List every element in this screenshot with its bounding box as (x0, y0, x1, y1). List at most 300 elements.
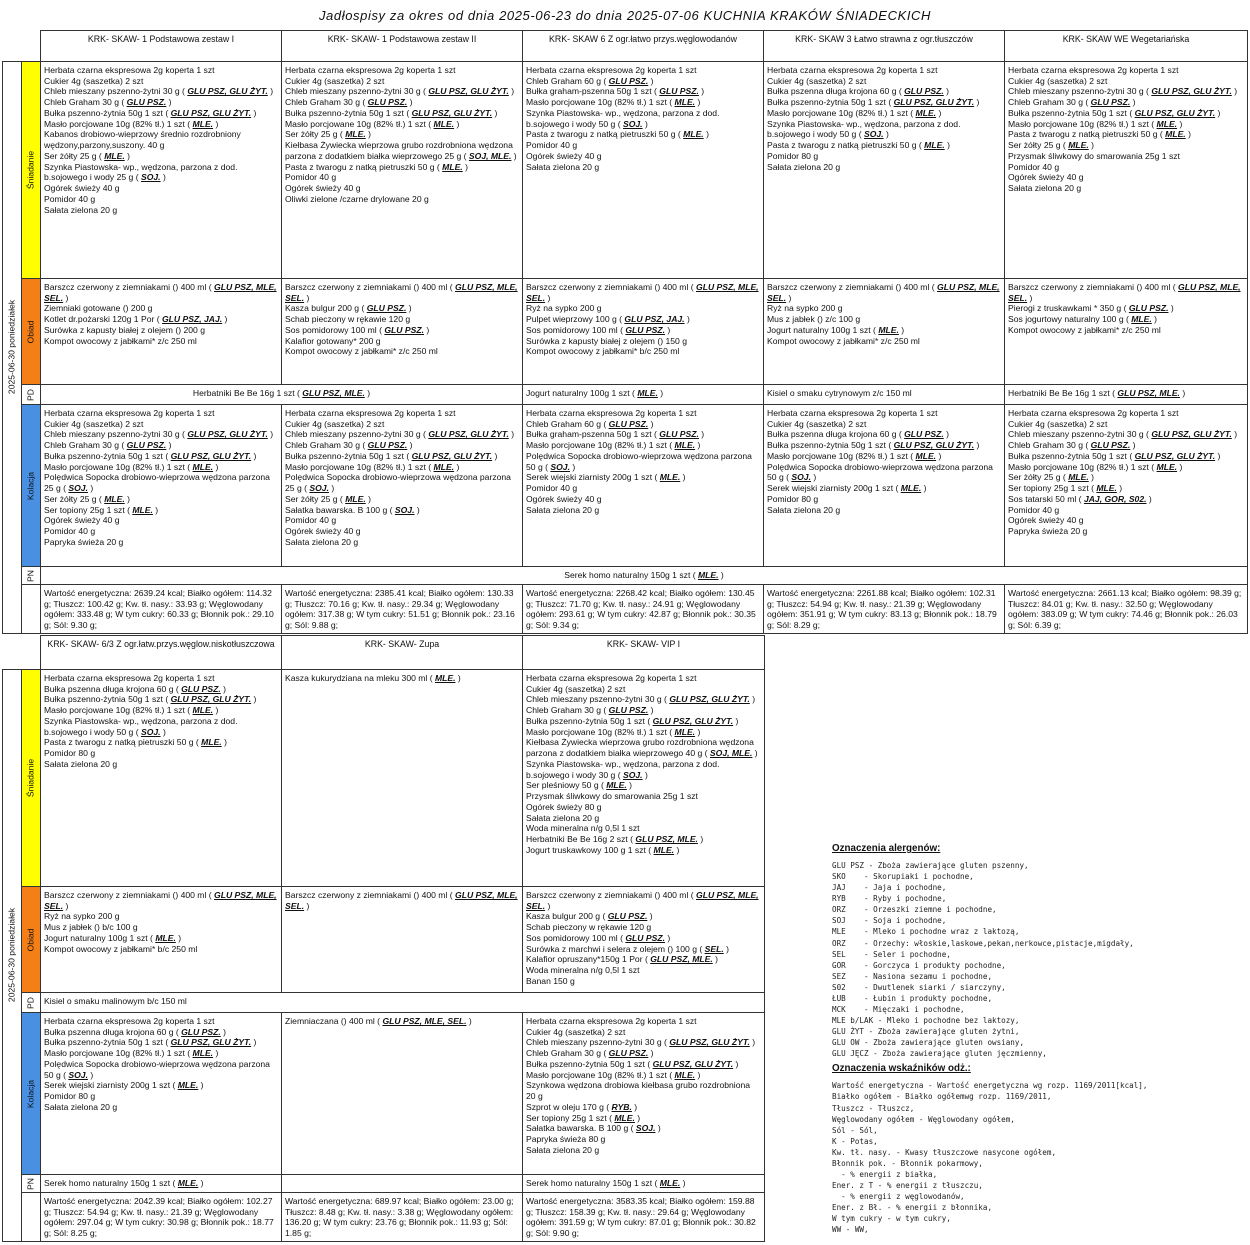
menu-item: Ser żółty 25 g ( MLE. ) (1008, 140, 1094, 151)
allergen-tag: GLU PSZ, GLU ŻYT. (893, 97, 975, 108)
allergen-tag: MLE. (433, 461, 455, 472)
menu-item: Bułka pszenno-żytnia 50g 1 szt ( GLU PSZ, GLU ŻYT. ) (44, 1037, 257, 1048)
allergen-tag: GLU PSZ. (625, 324, 665, 335)
allergen-tag: GLU PSZ, GLU ŻYT. (669, 694, 750, 705)
sniadanie-cell (523, 670, 765, 887)
legend-entry: MLE b/LAK - Mleko i pochodne bez laktozy, (832, 1016, 1020, 1026)
legend-entry: MCK - Mięczaki i pochodne, (832, 1005, 965, 1015)
allergen-tag: GLU PSZ, MLE, SEL. (382, 1016, 467, 1026)
allergen-tag: MLE. (1156, 461, 1178, 472)
menu-item: Masło porcjowane 10g (82% tł.) 1 szt ( MLE. ) (44, 1048, 219, 1059)
allergen-tag: SOJ. (140, 172, 161, 183)
menu-item: Masło porcjowane 10g (82% tł.) 1 szt ( MLE. ) (526, 440, 701, 451)
menu-item: Chleb mieszany pszenno-żytni 30 g ( GLU PSZ, GLU ŻYT. ) (526, 1037, 756, 1048)
diet-header: KRK- SKAW 3 Łatwo strawna z ogr.tłuszczów (764, 31, 1005, 62)
allergen-tag: MLE. (192, 118, 214, 129)
menu-item: Masło porcjowane 10g (82% tł.) 1 szt ( MLE. ) (526, 726, 701, 737)
legend-entry: SEL - Seler i pochodne, (832, 949, 951, 959)
allergen-tag: MLE. (697, 570, 719, 580)
allergen-tag: MLE. (653, 844, 675, 855)
menu-item: Mus z jabłek () b/c 100 g (44, 922, 138, 933)
row2-pd (3, 993, 765, 1013)
menu-item: Sałata zielona 20 g (44, 204, 118, 215)
allergen-tag: MLE. (674, 1069, 696, 1080)
menu-item: Mus z jabłek () z/c 100 g (767, 314, 861, 325)
menu-item: Chleb Graham 60 g ( GLU PSZ. ) (526, 418, 654, 429)
menu-table-1 (2, 30, 1248, 634)
allergens-title: Oznaczenia alergenów: (832, 843, 941, 854)
menu-item: Pomidor 80 g (44, 748, 96, 759)
menu-item: Kiełbasa Żywiecka wieprzowa grubo rozdrobniona wędzona parzona z dodatkiem białka wieprzowego 25 g ( SOJ, MLE. ) (285, 140, 517, 161)
meal-label-obiad: Obiad (22, 279, 41, 385)
allergen-tag: JAJ, GOR, S02. (1083, 493, 1147, 504)
menu-item: Herbata czarna ekspresowa 2g koperta 1 szt (526, 408, 697, 418)
menu-item: Chleb mieszany pszenno-żytni 30 g ( GLU PSZ, GLU ŻYT. ) (44, 86, 274, 97)
menu-item: Bułka graham-pszenna 50g 1 szt ( GLU PSZ. ) (526, 429, 705, 440)
menu-item: Pomidor 80 g (767, 150, 819, 161)
legend-entry: Ener. z Bł. - % energii z błonnika, (832, 1203, 993, 1213)
meal-label-empty (22, 585, 41, 634)
menu-item: Cukier 4g (saszetka) 2 szt (44, 418, 144, 429)
allergen-tag: GLU PSZ, MLE, SEL. (44, 282, 277, 303)
allergen-tag: GLU PSZ, GLU ŻYT. (1134, 450, 1216, 461)
menu-item: Ogórek świeży 40 g (1008, 172, 1084, 183)
menu-item: Barszcz czerwony z ziemniakami () 400 ml ( GLU PSZ, MLE, SEL. ) (285, 890, 518, 911)
menu-item: Sos pomidorowy 100 ml ( GLU PSZ. ) (285, 324, 430, 335)
menu-item: Masło porcjowane 10g (82% tł.) 1 szt ( MLE. ) (1008, 118, 1183, 129)
allergen-tag: GLU PSZ, MLE, SEL. (767, 282, 1000, 303)
allergen-tag: GLU PSZ, MLE. (635, 834, 698, 845)
menu-item: Cukier 4g (saszetka) 2 szt (44, 75, 144, 86)
menu-item: Ryż na sypko 200 g (526, 303, 602, 314)
allergen-tag: SOJ. (68, 1069, 88, 1080)
menu-item: Cukier 4g (saszetka) 2 szt (285, 75, 385, 86)
sniadanie-cell (282, 670, 523, 887)
allergen-tag: GLU PSZ, GLU ŻYT. (187, 86, 268, 97)
menu-item: Herbata czarna ekspresowa 2g koperta 1 szt (44, 673, 215, 683)
meal-label-sniadanie: Śniadanie (22, 62, 41, 279)
menu-item: Bułka pszenna długa krojona 60 g ( GLU PSZ. ) (767, 429, 950, 440)
allergen-tag: GLU PSZ. (659, 86, 699, 97)
menu-item: Ser żółty 25 g ( MLE. ) (44, 150, 130, 161)
menu-item: Pomidor 40 g (526, 140, 578, 151)
legend (832, 843, 1244, 1236)
menu-item: Ser żółty 25 g ( MLE. ) (285, 493, 371, 504)
menu-item: Bułka pszenno-żytnia 50g 1 szt ( GLU PSZ, GLU ŻYT. ) (767, 440, 980, 451)
menu-item: Cukier 4g (saszetka) 2 szt (767, 418, 867, 429)
pn-cell (523, 1175, 765, 1193)
allergen-tag: GLU PSZ. (1128, 303, 1169, 314)
nutrition-summary: Wartość energetyczna: 2268.42 kcal; Białko ogółem: 130.45 g; Tłuszcz: 71.70 g; Kw. tł. nasy.: 24.91 g; Węglowodany ogółem: 293.61 g; W tym cukry: 42.87 g; Błonnik pok.: 30.35 g; Sól: 9.34 g; (523, 585, 764, 634)
menu-item: Sałata zielona 20 g (526, 161, 600, 172)
allergen-tag: SOJ, MLE. (709, 748, 753, 759)
allergen-tag: GLU PSZ, JAJ. (162, 314, 223, 325)
allergen-tag: MLE. (442, 161, 463, 172)
menu-item: Chleb mieszany pszenno-żytni 30 g ( GLU PSZ, GLU ŻYT. ) (44, 429, 274, 440)
menu-item: Przysmak śliwkowy do smarowania 25g 1 szt (1008, 150, 1180, 161)
menu-item: Schab pieczony w rękawie 120 g (285, 314, 411, 325)
allergen-tag: SEL. (704, 943, 724, 954)
header-row (3, 31, 1248, 62)
menu-item: Pomidor 80 g (44, 1091, 96, 1102)
menu-item: Pasta z twarogu z natką pietruszki 50 g ( MLE. ) (526, 129, 709, 140)
menu-item: Polędwica Sopocka drobiowo-wieprzowa wędzona parzona 50 g ( SOJ. ) (767, 461, 993, 483)
allergen-tag: GLU PSZ, GLU ŻYT. (1134, 107, 1216, 118)
allergen-tag: GLU PSZ. (904, 429, 944, 440)
pd-cell (1005, 385, 1248, 405)
pn-cell (41, 567, 1248, 585)
allergen-tag: GLU PSZ, GLU ŻYT. (652, 715, 734, 726)
diet-header: KRK- SKAW 6 Z ogr.łatwo przys.węglowodanów (523, 31, 764, 62)
diet-header: KRK- SKAW- 1 Podstawowa zestaw I (41, 31, 282, 62)
nutrition-summary: Wartość energetyczna: 2639.24 kcal; Białko ogółem: 114.32 g; Tłuszcz: 100.42 g; Kw. tł. nasy.: 33.93 g; Węglowodany ogółem: 333.48 g; W tym cukry: 60.33 g; Błonnik pok.: 29.10 g; Sól: 9.30 g; (41, 585, 282, 634)
allergen-tag: GLU PSZ, GLU ŻYT. (170, 450, 252, 461)
sniadanie-cell (41, 62, 282, 279)
legend-entry: - % energii z węglowodanów, (832, 1192, 965, 1202)
menu-item: Chleb Graham 30 g ( GLU PSZ. ) (44, 97, 172, 108)
row-kolacja (3, 405, 1248, 567)
legend-entry: ŁUB - Łubin i produkty pochodne, (832, 993, 993, 1003)
menu-item: Jogurt naturalny 100g 1 szt ( MLE. ) (526, 388, 664, 398)
legend-entry: Węglowodany ogółem - Węglowodany ogółem, (832, 1114, 1015, 1124)
menu-item: Pasta z twarogu z natką pietruszki 50 g ( MLE. ) (767, 140, 950, 151)
menu-item: Pomidor 40 g (1008, 161, 1060, 172)
allergen-tag: MLE. (683, 129, 704, 140)
allergen-tag: MLE. (637, 388, 658, 398)
menu-item: Sałata zielona 20 g (526, 812, 600, 823)
menu-item: Masło porcjowane 10g (82% tł.) 1 szt ( MLE. ) (767, 450, 942, 461)
sniadanie-cell (523, 62, 764, 279)
row-obiad (3, 279, 1248, 385)
allergen-tag: SOJ, MLE. (468, 150, 512, 161)
menu-item: Kasza bulgur 200 g ( GLU PSZ. ) (285, 303, 412, 314)
menu-item: Sałata zielona 20 g (285, 536, 359, 547)
menu-item: Sałatka bawarska. B 100 g ( SOJ. ) (526, 1123, 661, 1134)
legend-entry: - % energii z białka, (832, 1170, 938, 1180)
menu-item: Jogurt naturalny 100g 1 szt ( MLE. ) (767, 324, 905, 335)
menu-item: Ser żółty 25 g ( MLE. ) (44, 493, 130, 504)
legend-entry: Kw. tł. nasy. - Kwasy tłuszczowe nasycone ogółem, (832, 1147, 1057, 1157)
obiad-cell (1005, 279, 1248, 385)
legend-entry: Wartość energetyczna - Wartość energetyczna wg rozp. 1169/2011[kcal], (832, 1081, 1148, 1091)
allergen-tag: GLU PSZ, MLE. (650, 954, 713, 965)
menu-item: Cukier 4g (saszetka) 2 szt (285, 418, 385, 429)
menu-item: Kiełbasa Żywiecka wieprzowa grubo rozdrobniona wędzona parzona z dodatkiem białka wieprzowego 40 g ( SOJ, MLE. ) (526, 737, 758, 759)
allergen-tag: MLE. (104, 150, 125, 161)
kolacja-cell (41, 1013, 282, 1175)
allergen-tag: SOJ. (140, 726, 161, 737)
menu-item: Ogórek świeży 40 g (44, 183, 120, 194)
page-title: Jadłospisy za okres od dnia 2025-06-23 do dnia 2025-07-06 KUCHNIA KRAKÓW ŚNIADECKICH (318, 8, 932, 23)
menu-item: Chleb mieszany pszenno-żytni 30 g ( GLU PSZ, GLU ŻYT. ) (526, 694, 756, 705)
allergen-tag: GLU PSZ. (366, 303, 407, 314)
allergen-tag: MLE. (614, 1112, 635, 1123)
meal-label-pn: PN (22, 1175, 41, 1193)
menu-item: Ogórek świeży 40 g (526, 150, 602, 161)
allergen-tag: MLE. (155, 932, 176, 943)
day-cell (3, 62, 22, 634)
allergen-tag: MLE. (924, 140, 945, 151)
menu-item: Pomidor 40 g (285, 515, 337, 526)
indicator-list (832, 1080, 1244, 1235)
menu-item: Herbata czarna ekspresowa 2g koperta 1 szt (767, 408, 938, 418)
menu-item: Kasza kukurydziana na mleku 300 ml ( MLE. ) (285, 673, 461, 683)
menu-item: Sos pomidorowy 100 ml ( GLU PSZ. ) (526, 324, 671, 335)
menu-item: Woda mineralna n/g 0,5l 1 szt (526, 823, 640, 834)
menu-item: Surówka z kapusty białej z olejem () 200 g (44, 324, 205, 335)
allergen-tag: GLU PSZ, GLU ŻYT. (187, 429, 268, 440)
allergen-tag: MLE. (433, 118, 455, 129)
pd-cell (41, 993, 765, 1013)
legend-entry: GLU PSZ - Zboża zawierające gluten pszenny, (832, 861, 1029, 870)
allergen-tag: MLE. (192, 461, 214, 472)
allergen-tag: SOJ. (791, 472, 811, 483)
menu-item: Pasta z twarogu z natką pietruszki 50 g ( MLE. ) (1008, 129, 1191, 140)
menu-item: Ziemniaki gotowane () 200 g (44, 303, 153, 314)
allergen-tag: RYB. (611, 1101, 632, 1112)
allergen-tag: MLE. (659, 1178, 681, 1188)
row2-kolacja (3, 1013, 765, 1175)
sniadanie-cell (41, 670, 282, 887)
menu-item: Herbata czarna ekspresowa 2g koperta 1 szt (285, 65, 456, 75)
menu-item: Bułka pszenno-żytnia 50g 1 szt ( GLU PSZ, GLU ŻYT. ) (526, 1058, 739, 1069)
allergen-tag: MLE. (177, 1178, 199, 1188)
meal-label-pd: PD (22, 385, 41, 405)
allergen-tag: GLU PSZ, GLU ŻYT. (1151, 429, 1232, 440)
menu-item: Pomidor 40 g (285, 172, 337, 183)
allergen-tag: GLU PSZ. (367, 440, 408, 451)
menu-item: Bułka pszenno-żytnia 50g 1 szt ( GLU PSZ, GLU ŻYT. ) (526, 715, 739, 726)
obiad-cell (41, 279, 282, 385)
allergen-tag: SOJ. (622, 769, 643, 780)
menu-item: Bułka graham-pszenna 50g 1 szt ( GLU PSZ. ) (526, 86, 705, 97)
menu-item: Cukier 4g (saszetka) 2 szt (526, 683, 626, 694)
menu-item: Ogórek świeży 80 g (526, 801, 602, 812)
kolacja-cell (282, 1013, 523, 1175)
menu-item: Sałata zielona 20 g (1008, 183, 1082, 194)
kolacja-cell (1005, 405, 1248, 567)
allergen-tag: GLU PSZ. (608, 75, 649, 86)
menu-item: Barszcz czerwony z ziemniakami () 400 ml ( GLU PSZ, MLE, SEL. ) (767, 282, 1000, 303)
menu-item: Masło porcjowane 10g (82% tł.) 1 szt ( MLE. ) (1008, 461, 1183, 472)
obiad-cell (523, 279, 764, 385)
menu-item: Bułka pszenno-żytnia 50g 1 szt ( GLU PSZ, GLU ŻYT. ) (44, 107, 257, 118)
allergen-tag: GLU PSZ, GLU ŻYT. (411, 107, 493, 118)
allergen-tag: GLU PSZ. (181, 683, 221, 694)
meal-label-pd: PD (22, 993, 41, 1013)
menu-item: Chleb Graham 30 g ( GLU PSZ. ) (526, 705, 654, 716)
menu-item: Bułka pszenna długa krojona 60 g ( GLU PSZ. ) (44, 683, 227, 694)
menu-item: Chleb Graham 30 g ( GLU PSZ. ) (526, 1048, 654, 1059)
menu-item: Sos pomidorowy 100 ml ( GLU PSZ. ) (526, 932, 671, 943)
legend-entry: WW - WW, (832, 1225, 869, 1235)
menu-item: Ser żółty 25 g ( MLE. ) (1008, 472, 1094, 483)
allergen-tag: GLU PSZ. (126, 440, 167, 451)
nutrition-summary: Wartość energetyczna: 2261.88 kcal; Białko ogółem: 102.31 g; Tłuszcz: 54.94 g; Kw. tł. nasy.: 21.39 g; Węglowodany ogółem: 351.91 g; W tym cukry: 83.13 g; Błonnik pok.: 18.79 g; Sól: 8.29 g; (764, 585, 1005, 634)
allergen-tag: MLE. (434, 673, 456, 683)
allergen-tag: MLE. (878, 324, 899, 335)
menu-item: Chleb mieszany pszenno-żytni 30 g ( GLU PSZ, GLU ŻYT. ) (285, 86, 515, 97)
menu-item: Masło porcjowane 10g (82% tł.) 1 szt ( MLE. ) (44, 461, 219, 472)
menu-item: Barszcz czerwony z ziemniakami () 400 ml ( GLU PSZ, MLE, SEL. ) (526, 890, 759, 911)
menu-item: Herbatniki Be Be 16g 2 szt ( GLU PSZ, MLE. ) (526, 834, 704, 845)
meal-label-kolacja: Kolacja (22, 1013, 41, 1175)
allergen-tag: MLE. (659, 472, 681, 483)
menu-item: Kalafior gotowany* 200 g (285, 335, 381, 346)
legend-entry: RYB - Ryby i pochodne, (832, 894, 947, 904)
menu-item: Sałatka bawarska. B 100 g ( SOJ. ) (285, 504, 420, 515)
menu-item: Masło porcjowane 10g (82% tł.) 1 szt ( MLE. ) (285, 118, 460, 129)
allergen-tag: GLU PSZ. (607, 911, 648, 922)
meal-label-sniadanie: Śniadanie (22, 670, 41, 887)
menu-item: Kasza bulgur 200 g ( GLU PSZ. ) (526, 911, 653, 922)
allergen-tag: GLU PSZ. (608, 705, 649, 716)
menu-item: Herbata czarna ekspresowa 2g koperta 1 szt (44, 408, 215, 418)
allergen-tag: MLE. (132, 504, 153, 515)
meal-label-pn: PN (22, 567, 41, 585)
menu-item: Ogórek świeży 40 g (1008, 515, 1084, 526)
allergen-tag: GLU PSZ, MLE, SEL. (285, 282, 518, 303)
meal-label-kolacja: Kolacja (22, 405, 41, 567)
menu-item: Masło porcjowane 10g (82% tł.) 1 szt ( MLE. ) (767, 107, 942, 118)
day-label: 2025-06-30 poniedziałek (6, 300, 17, 395)
legend-entry: Sól - Sól, (832, 1125, 878, 1135)
legend-entry: S02 - Dwutlenek siarki / siarczyny, (832, 982, 1006, 992)
diet-header: KRK- SKAW- 1 Podstawowa zestaw II (282, 31, 523, 62)
allergen-tag: MLE. (915, 107, 937, 118)
allergen-tag: MLE. (177, 1080, 199, 1091)
menu-item: Herbata czarna ekspresowa 2g koperta 1 szt (526, 673, 697, 683)
allergen-tag: MLE. (201, 737, 222, 748)
nutrition-summary: Wartość energetyczna: 2042.39 kcal; Białko ogółem: 102.27 g; Tłuszcz: 54.94 g; Kw. tł. nasy.: 21.39 g; Węglowodany ogółem: 297.04 g; W tym cukry: 30.98 g; Błonnik pok.: 18.77 g; Sól: 8.25 g; (41, 1193, 282, 1242)
menu-item: Herbatniki Be Be 16g 1 szt ( GLU PSZ, MLE. ) (192, 388, 371, 398)
menu-item: Herbata czarna ekspresowa 2g koperta 1 szt (285, 408, 456, 418)
menu-item: Ser topiony 25g 1 szt ( MLE. ) (526, 1112, 641, 1123)
menu-item: Pierogi z truskawkami * 350 g ( GLU PSZ. ) (1008, 303, 1174, 314)
menu-item: Jogurt truskawkowy 100 g 1 szt ( MLE. ) (526, 844, 680, 855)
legend-entry: GLU OW - Zboża zawierające gluten owsiany, (832, 1038, 1025, 1048)
row2-obiad (3, 887, 765, 993)
menu-item: Serek homo naturalny 150g 1 szt ( MLE. ) (44, 1178, 204, 1188)
menu-item: Ser pleśniowy 50 g ( MLE. ) (526, 780, 633, 791)
menu-item: Kompot owocowy z jabłkami* z/c 250 ml (767, 335, 920, 346)
obiad-cell (282, 279, 523, 385)
allergen-tag: GLU PSZ, GLU ŻYT. (170, 107, 252, 118)
allergen-tag: GLU PSZ, MLE, SEL. (1008, 282, 1241, 303)
allergen-tag: MLE. (104, 493, 125, 504)
legend-entry: ORZ - Orzechy: włoskie,laskowe,pekan,nerkowce,pistacje,migdały, (832, 938, 1134, 948)
allergen-tag: GLU PSZ, GLU ŻYT. (411, 450, 493, 461)
menu-item: Herbata czarna ekspresowa 2g koperta 1 szt (44, 1016, 215, 1026)
menu-item: Sos tatarski 50 ml ( JAJ, GOR, S02. ) (1008, 493, 1152, 504)
menu-item: Kalafior opruszany*150g 1 Por ( GLU PSZ, MLE. ) (526, 954, 718, 965)
row-sniadanie (3, 62, 1248, 279)
menu-item: Bułka pszenno-żytnia 50g 1 szt ( GLU PSZ, GLU ŻYT. ) (285, 450, 498, 461)
row2-pn (3, 1175, 765, 1193)
allergen-tag: GLU PSZ. (126, 97, 167, 108)
menu-item: Ziemniaczana () 400 ml ( GLU PSZ, MLE, SEL. ) (285, 1016, 472, 1026)
menu-item: Herbata czarna ekspresowa 2g koperta 1 szt (526, 65, 697, 75)
nutrition-summary: Wartość energetyczna: 3583.35 kcal; Białko ogółem: 159.88 g; Tłuszcz: 158.39 g; Kw. tł. nasy.: 29.64 g; Węglowodany ogółem: 391.59 g; W tym cukry: 87.01 g; Błonnik pok.: 30.82 g; Sól: 9.90 g; (523, 1193, 765, 1242)
menu-item: Szynka Piastowska- wp., wędzona, parzona z dod. b.sojowego i wody 25 g ( SOJ. ) (44, 161, 238, 183)
menu-item: Bułka pszenna długa krojona 60 g ( GLU PSZ. ) (44, 1026, 227, 1037)
legend-entry: K - Potas, (832, 1136, 878, 1146)
allergen-tag: MLE. (915, 450, 937, 461)
menu-item: Oliwki zielone /czarne drylowane 20 g (285, 193, 429, 204)
allergen-tag: MLE. (674, 726, 696, 737)
menu-item: Barszcz czerwony z ziemniakami () 400 ml ( GLU PSZ, MLE, SEL. ) (44, 282, 277, 303)
allergen-tag: MLE. (606, 780, 627, 791)
allergen-tag: MLE. (1156, 118, 1178, 129)
menu-item: Pasta z twarogu z natką pietruszki 50 g ( MLE. ) (285, 161, 468, 172)
menu-item: Serek wiejski ziarnisty 200g 1 szt ( MLE. ) (767, 483, 927, 494)
allergen-tag: MLE. (345, 129, 366, 140)
allergen-tag: GLU PSZ. (1090, 440, 1131, 451)
menu-item: Woda mineralna n/g 0,5l 1 szt (526, 965, 640, 976)
menu-item: Chleb Graham 60 g ( GLU PSZ. ) (526, 75, 654, 86)
legend-entry: GLU JĘCZ - Zboża zawierające gluten jęczmienny, (832, 1049, 1047, 1059)
menu-item: Papryka świeża 80 g (526, 1134, 606, 1145)
menu-item: Banan 150 g (526, 975, 575, 986)
pn-cell (41, 1175, 282, 1193)
menu-item: Ogórek świeży 40 g (526, 493, 602, 504)
allergen-tag: GLU PSZ, MLE, SEL. (526, 890, 759, 911)
menu-item: Chleb Graham 30 g ( GLU PSZ. ) (285, 97, 413, 108)
menu-item: Sałata zielona 20 g (526, 504, 600, 515)
indicators-title: Oznaczenia wskaźników odż.: (832, 1063, 971, 1075)
legend-entry: SOJ - Soja i pochodne, (832, 916, 947, 926)
allergen-tag: MLE. (192, 1048, 214, 1059)
legend-entry: Tłuszcz - Tłuszcz, (832, 1103, 915, 1113)
day-label: 2025-06-30 poniedziałek (6, 908, 17, 1003)
menu-item: Sałata zielona 20 g (767, 161, 841, 172)
allergen-tag: MLE. (1068, 140, 1089, 151)
menu-item: Ser topiony 25g 1 szt ( MLE. ) (1008, 483, 1123, 494)
pd-cell (764, 385, 1005, 405)
diet-header: KRK- SKAW- VIP I (523, 636, 765, 670)
allergen-tag: MLE. (674, 440, 696, 451)
legend-entry: GOR - Gorczyca i produkty pochodne, (832, 960, 1006, 970)
menu-item: Chleb mieszany pszenno-żytni 30 g ( GLU PSZ, GLU ŻYT. ) (285, 429, 515, 440)
allergen-tag: GLU PSZ. (659, 429, 699, 440)
allergen-tag: MLE. (192, 705, 214, 716)
legend-entry: SKO - Skorupiaki i pochodne, (832, 872, 974, 882)
header-row-2 (3, 636, 765, 670)
menu-item: Pomidor 80 g (767, 493, 819, 504)
menu-item: Surówka z marchwi i selera z olejem () 100 g ( SEL. ) (526, 943, 729, 954)
menu-item: Herbata czarna ekspresowa 2g koperta 1 szt (1008, 408, 1179, 418)
row-pd (3, 385, 1248, 405)
menu-item: Herbata czarna ekspresowa 2g koperta 1 szt (44, 65, 215, 75)
menu-item: Serek wiejski ziarnisty 200g 1 szt ( MLE. ) (44, 1080, 204, 1091)
allergen-tag: SOJ. (68, 483, 88, 494)
menu-item: Papryka świeża 20 g (44, 536, 124, 547)
meal-label-obiad: Obiad (22, 887, 41, 993)
menu-item: Serek homo naturalny 150g 1 szt ( MLE. ) (526, 1178, 686, 1188)
nutrition-summary: Wartość energetyczna: 2661.13 kcal; Białko ogółem: 98.39 g; Tłuszcz: 84.01 g; Kw. tł. nasy.: 32.50 g; Węglowodany ogółem: 383.09 g; W tym cukry: 74.46 g; Błonnik pok.: 26.03 g; Sól: 6.39 g; (1005, 585, 1248, 634)
menu-item: Papryka świeża 20 g (1008, 526, 1088, 537)
menu-item: Herbata czarna ekspresowa 2g koperta 1 szt (767, 65, 938, 75)
menu-item: Chleb Graham 30 g ( GLU PSZ. ) (44, 440, 172, 451)
allergen-tag: GLU PSZ, GLU ŻYT. (170, 1037, 252, 1048)
menu-item: Masło porcjowane 10g (82% tł.) 1 szt ( MLE. ) (44, 705, 219, 716)
kolacja-cell (764, 405, 1005, 567)
allergen-tag: GLU PSZ. (1090, 97, 1131, 108)
nutrition-summary: Wartość energetyczna: 689.97 kcal; Białko ogółem: 23.00 g; Tłuszcz: 8.48 g; Kw. tł. nasy.: 3.38 g; Węglowodany ogółem: 136.20 g; W tym cukry: 23.76 g; Błonnik pok.: 11.93 g; Sól: 1.85 g; (282, 1193, 523, 1242)
allergen-list (832, 860, 1244, 1059)
menu-item: Polędwica Sopocka drobiowo-wieprzowa wędzona parzona 25 g ( SOJ. ) (285, 472, 511, 494)
kolacja-cell (41, 405, 282, 567)
